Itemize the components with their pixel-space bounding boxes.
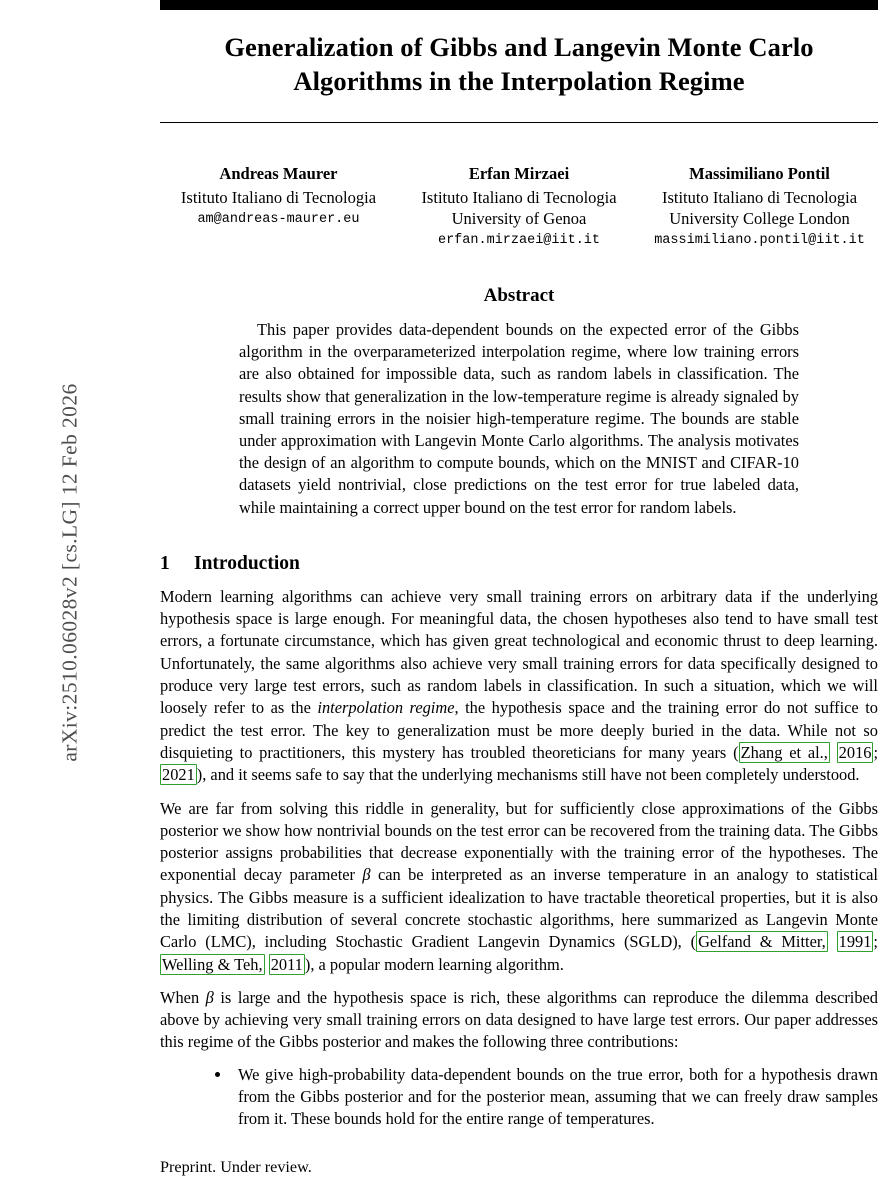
paragraph-2-text-a: We are far from solving this riddle in generality, but for sufficiently close approximations of the Gibbs posterior we show how nontrivial bounds on the test error can be recovered from the training data. The Gibbs posterior assigns probabilities that decrease exponentially with the training error of the hypotheses. The exponential decay parameter (160, 798, 878, 885)
abstract-text: This paper provides data-dependent bounds on the expected error of the Gibbs algorithm in the overparameterized interpolation regime, where low training errors are also obtained for impossible data, such as random labels in classification. The results show that generalization in the low-temperature regime is already signaled by small training errors in the noisier high-temperature regime. The bounds are stable under approximation with Langevin Monte Carlo algorithms. The analysis motivates the design of an algorithm to compute bounds, which on the MNIST and CIFAR-10 datasets yield nontrivial, close predictions on the test error for true labeled data, while maintaining a correct upper bound on the test error for random labels. (239, 320, 799, 517)
section-number: 1 (160, 552, 170, 574)
beta-symbol: β (362, 865, 371, 885)
author-email: erfan.mirzaei@iit.it (437, 233, 601, 248)
beta-symbol: β (205, 987, 214, 1007)
citation-zhang-2021[interactable]: 2021 (162, 765, 195, 785)
list-item: • We give high-probability data-dependent bounds on the true error, both for a hypothesis drawn from the Gibbs posterior and for the posterior mean, assuming that we can freely draw samples from it. These bounds hold for the entire range of temperatures. (232, 1064, 878, 1131)
author-affiliation-2: University of Genoa (451, 209, 587, 228)
abstract-heading: Abstract (483, 285, 555, 306)
page-footer: Preprint. Under review. (160, 1158, 312, 1176)
author-entry (160, 163, 397, 251)
section-heading-introduction (160, 553, 878, 575)
author-entry (401, 163, 638, 251)
author-name: Erfan Mirzaei (468, 164, 570, 183)
contributions-list (160, 1064, 878, 1131)
citation-welling-teh-author[interactable]: Welling & Teh, (162, 954, 263, 974)
author-affiliation-1: Istituto Italiano di Tecnologia (661, 188, 858, 207)
citation-welling-teh-2011[interactable]: 2011 (270, 954, 303, 974)
author-email: am@andreas-maurer.eu (197, 212, 360, 227)
paragraph-1: Modern learning algorithms can achieve very small training errors on arbitrary data if the underlying hypothesis space is large enough. For meaningful data, the chosen hypotheses also tend to have small test errors, a fortunate circumstance, which has given great technological and economic thrust to deep learning. Unfortunately, the same algorithms also achieve very small training errors for data specifically designed to produce very large test errors, such as random labels in classification. In such a situation, which we will loosely refer to as the interpolation regime, the hypothesis space and the training error do not suffice to predict the test error. The key to generalization must be more deeply buried in the data. While not so disquieting to practitioners, this mystery has troubled theoreticians for many years ( Zhang et al., 2016 ; 2021 ), and it seems safe to say that the underlying mechanisms still have not been completely understood. (160, 586, 879, 785)
title-divider (160, 122, 878, 123)
paragraph-2-text-c: ), a popular modern learning algorithm. (304, 954, 564, 974)
paragraph-1-emphasis: interpolation regime (317, 698, 455, 718)
author-affiliation-1: Istituto Italiano di Tecnologia (180, 188, 377, 207)
author-entry (641, 163, 878, 251)
paragraph-2: We are far from solving this riddle in generality, but for sufficiently close approximations of the Gibbs posterior we show how nontrivial bounds on the test error can be recovered from the training data. The Gibbs posterior assigns probabilities that decrease exponentially with the training error of the hypotheses. The exponential decay parameter β can be interpreted as an inverse temperature in an analogy to statistical physics. The Gibbs measure is a sufficient idealization to have tractable theoretical properties, but it is also the limiting distribution of several concrete stochastic algorithms, here summarized as Langevin Monte Carlo (LMC), including Stochastic Gradient Langevin Dynamics (SGLD), ( Gelfand & Mitter, 1991 ; Welling & Teh, 2011 ), a popular modern learning algorithm. (160, 798, 878, 974)
author-email: massimiliano.pontil@iit.it (654, 233, 865, 248)
paragraph-1-text-a: Modern learning algorithms can achieve very small training errors on arbitrary data if the underlying hypothesis space is large enough. For meaningful data, the chosen hypotheses also tend to have small test errors, a fortunate circumstance, which has given great technological and economic thrust to deep learning. Unfortunately, the same algorithms also achieve very small training errors for data specifically designed to produce very large test errors, such as random labels in classification. In such a situation, which we will loosely refer to as the (160, 586, 878, 718)
citation-gelfand-mitter-1991[interactable]: 1991 (838, 932, 872, 952)
paragraph-1-text-b: , the hypothesis space and the training error do not suffice to predict the test error. The key to generalization must be more deeply buried in the data. While not so disquieting to practitioners, this mystery has troubled theoreticians for many years ( (160, 698, 878, 762)
author-name: Massimiliano Pontil (689, 164, 830, 183)
author-block (160, 163, 878, 251)
paragraph-3 (160, 987, 878, 1054)
author-name: Andreas Maurer (219, 164, 338, 183)
citation-zhang-2016[interactable]: 2016 (838, 742, 872, 762)
citation-zhang-author[interactable]: Zhang et al., (740, 742, 828, 762)
author-affiliation-2: University College London (669, 209, 850, 228)
paper-content (160, 0, 878, 1131)
author-affiliation-1: Istituto Italiano di Tecnologia (421, 188, 617, 207)
paragraph-1-text-c: ), and it seems safe to say that the underlying mechanisms still have not been completely understood. (196, 765, 860, 785)
arxiv-identifier-stamp: arXiv:2510.06028v2 [cs.LG] 12 Feb 2026 (57, 383, 82, 762)
citation-gelfand-mitter-author[interactable]: Gelfand & Mitter, (698, 932, 826, 952)
paragraph-2-text-b: can be interpreted as an inverse temperature in an analogy to statistical physics. The Gibbs measure is a sufficient idealization to have tractable theoretical properties, but it is also the limiting distribution of several concrete stochastic algorithms, here summarized as Langevin Monte Carlo (LMC), including Stochastic Gradient Langevin Dynamics (SGLD), ( (160, 865, 878, 952)
section-title: Introduction (194, 552, 300, 574)
paragraph-3-text-b: is large and the hypothesis space is rich, these algorithms can reproduce the dilemma described above by achieving very small training errors on data designed to have large test errors. Our paper addresses this regime of the Gibbs posterior and makes the following three contributions: (160, 987, 879, 1052)
page-title: Generalization of Gibbs and Langevin Monte Carlo Algorithms in the Interpolation Regime (224, 32, 814, 96)
paragraph-3-text-a: When (160, 987, 206, 1007)
